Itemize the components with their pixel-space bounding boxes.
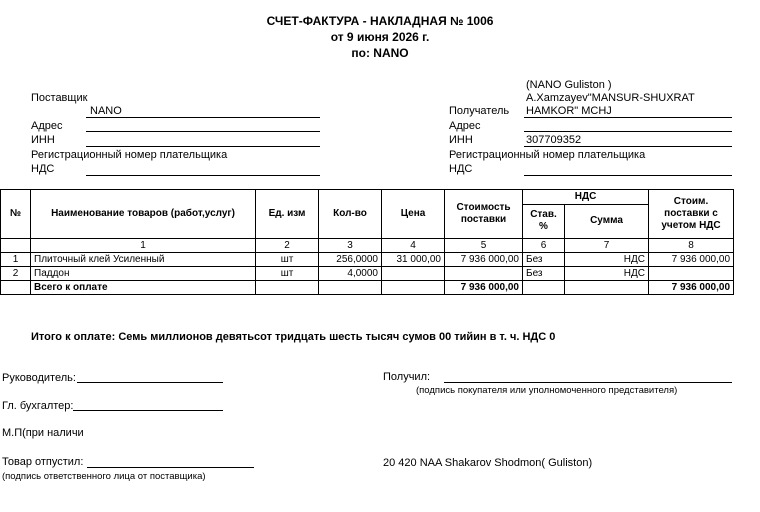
- table-header-row: [1, 190, 734, 205]
- recipient-nds-label: НДС: [449, 163, 473, 175]
- director-label: Руководитель:: [2, 372, 76, 384]
- accountant-signature-line: [73, 410, 223, 411]
- row-cost: [445, 267, 523, 281]
- recipient-reg-label: Регистрационный номер плательщика: [449, 149, 646, 161]
- header-price: Цена: [382, 190, 445, 239]
- supplier-address-label: Адрес: [31, 120, 63, 132]
- totals-label: Всего к оплате: [31, 281, 256, 295]
- col-number: 4: [382, 239, 445, 253]
- row-no: 2: [1, 267, 31, 281]
- recipient-nds-line: [524, 175, 732, 176]
- invoice-title: СЧЕТ-ФАКТУРА - НАКЛАДНАЯ № 1006: [266, 14, 494, 28]
- totals-row: [1, 281, 734, 295]
- recipient-top-line1: (NANO Guliston ): [526, 79, 612, 91]
- row-unit: шт: [256, 267, 319, 281]
- header-name: Наименование товаров (работ,услуг): [31, 190, 256, 239]
- recipient-inn-label: ИНН: [449, 134, 473, 146]
- col-number: 8: [649, 239, 734, 253]
- col-number: 1: [31, 239, 256, 253]
- totals-total: 7 936 000,00: [649, 281, 734, 295]
- header-qty: Кол-во: [319, 190, 382, 239]
- row-qty: 4,0000: [319, 267, 382, 281]
- released-signature-line: [87, 467, 254, 468]
- col-number: 2: [256, 239, 319, 253]
- row-total: [649, 267, 734, 281]
- recipient-top-line2: A.Xamzayev"MANSUR-SHUXRAT: [526, 92, 695, 104]
- row-name: Плиточный клей Усиленный: [31, 253, 256, 267]
- recipient-inn-line: [524, 146, 732, 147]
- supplier-name: NANO: [90, 105, 122, 117]
- header-sum: Сумма: [565, 204, 649, 238]
- supplier-reg-label: Регистрационный номер плательщика: [31, 149, 228, 161]
- invoice-date: от 9 июня 2026 г.: [330, 30, 430, 44]
- row-unit: шт: [256, 253, 319, 267]
- row-sum: НДС: [565, 253, 649, 267]
- totals-cost: 7 936 000,00: [445, 281, 523, 295]
- col-number: 7: [565, 239, 649, 253]
- director-signature-line: [77, 382, 223, 383]
- released-label: Товар отпустил:: [2, 456, 84, 468]
- header-total: Стоим. поставки с учетом НДС: [649, 190, 734, 239]
- header-cost: Стоимость поставки: [445, 190, 523, 239]
- stamp-label: М.П(при наличи: [2, 427, 84, 439]
- supplier-inn-label: ИНН: [31, 134, 55, 146]
- row-sum: НДС: [565, 267, 649, 281]
- table-row: [1, 253, 734, 267]
- row-qty: 256,0000: [319, 253, 382, 267]
- supplier-inn-line: [86, 146, 320, 147]
- recipient-inn-value: 307709352: [526, 134, 582, 146]
- column-number-row: [1, 239, 734, 253]
- invoice-table: [0, 189, 734, 295]
- header-no: №: [1, 190, 31, 239]
- recipient-address-label: Адрес: [449, 120, 481, 132]
- recipient-name-line: [524, 117, 732, 118]
- header-nds: НДС: [523, 190, 649, 205]
- received-note: (подпись покупателя или уполномоченного представителя): [416, 385, 678, 396]
- row-rate: Без: [523, 253, 565, 267]
- row-cost: 7 936 000,00: [445, 253, 523, 267]
- supplier-address-line: [86, 131, 320, 132]
- supplier-nds-line: [86, 175, 320, 176]
- total-in-words: Итого к оплате: Семь миллионов девятьсот тридцать шесть тысяч сумов 00 тийин в т. ч. НДС 0: [31, 331, 556, 343]
- received-label: Получил:: [383, 371, 431, 383]
- row-total: 7 936 000,00: [649, 253, 734, 267]
- header-rate: Став. %: [523, 204, 565, 238]
- released-note: (подпись ответственного лица от поставщика): [2, 471, 206, 482]
- supplier-nds-label: НДС: [31, 163, 55, 175]
- supplier-label: Поставщик: [31, 92, 88, 104]
- row-rate: Без: [523, 267, 565, 281]
- footer-note: 20 420 NAA Shakarov Shodmon( Guliston): [383, 457, 593, 469]
- recipient-address-line: [524, 131, 732, 132]
- row-no: 1: [1, 253, 31, 267]
- col-number: 3: [319, 239, 382, 253]
- invoice-po: по: NANO: [351, 46, 409, 60]
- table-row: [1, 267, 734, 281]
- row-price: 31 000,00: [382, 253, 445, 267]
- col-number: 6: [523, 239, 565, 253]
- recipient-label: Получатель: [449, 105, 510, 117]
- col-number: [1, 239, 31, 253]
- row-price: [382, 267, 445, 281]
- recipient-name: HAMKOR" MCHJ: [526, 105, 612, 117]
- row-name: Паддон: [31, 267, 256, 281]
- accountant-label: Гл. бухгалтер:: [2, 400, 74, 412]
- received-signature-line: [444, 382, 732, 383]
- supplier-name-line: [86, 117, 320, 118]
- header-unit: Ед. изм: [256, 190, 319, 239]
- col-number: 5: [445, 239, 523, 253]
